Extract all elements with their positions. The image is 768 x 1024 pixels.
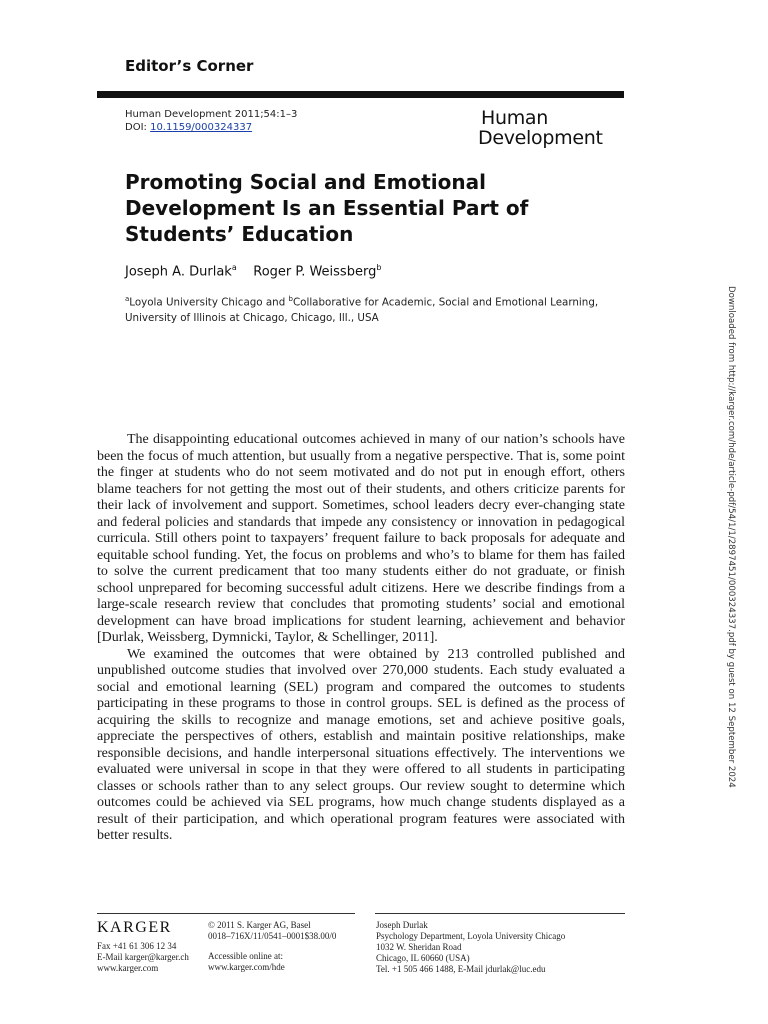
doi-label: DOI:	[125, 122, 151, 133]
publisher-email: E-Mail karger@karger.ch	[97, 952, 189, 962]
body-paragraph: We examined the outcomes that were obtained by 213 controlled published and unpublished outcome studies that involved over 270,000 students. Each study evaluated a social and emotional learning (SEL) program and compared the outcomes to students participating in these programs to those in control groups. SEL is defined as the process of acquiring the skills to recognize and manage emotions, set and achieve positive goals, appreciate the perspectives of others, establish and maintain positive relationships, make responsible decisions, and handle interpersonal situations effectively. The interventions we evaluated were universal in scope in that they were offered to all students in participating classes or schools rather than to any select groups. Our review sought to determine which outcomes could be achieved via SEL programs, how much change students displayed as a result of their participation, and which operational program features were associated with better results.	[97, 646, 625, 843]
access-link[interactable]: www.karger.com/hde	[208, 962, 285, 972]
correspondence-line: Chicago, IL 60660 (USA)	[376, 953, 470, 963]
affiliation-mark: a	[125, 295, 130, 303]
citation-line: Human Development 2011;54:1–3	[125, 109, 298, 120]
title-line: Development Is an Essential Part of	[125, 196, 529, 220]
correspondence-block	[376, 920, 565, 975]
correspondence-line: Psychology Department, Loyola University Chicago	[376, 931, 566, 941]
article-body	[97, 432, 625, 845]
publisher-website: www.karger.com	[97, 963, 159, 973]
author-name: Roger P. Weissberg	[253, 264, 377, 280]
doi-link[interactable]: 10.1159/000324337	[150, 122, 253, 133]
title-line: Students’ Education	[125, 222, 354, 246]
body-paragraph: The disappointing educational outcomes achieved in many of our nation’s schools have been the focus of much attention, but usually from a negative perspective. That is, some point the finger at students who do not seem motivated and do not put in enough effort, others blame teachers for not getting the most out of their students, and others criticize parents for their lack of involvement and support. Sometimes, school leaders decry ever-changing state and federal policies and standards that impede any consistency or innovation in pedagogical curricula. Still others point to taxpayers’ frequent failure to back proposals for adequate and equitable school funding. Yet, the focus on problems and who’s to blame for them has failed to solve the current predicament that too many students either do not graduate, or finish school unprepared for becoming successful adult citizens. Here we describe findings from a large-scale research review that concludes that promoting students’ social and emotional development can have broad implications for student learning, achievement and behavior [Durlak, Weissberg, Dymnicki, Taylor, & Schellinger, 2011].	[97, 432, 625, 645]
section-label: Editor’s Corner	[125, 57, 254, 75]
affiliation-text: Loyola University Chicago and	[129, 296, 289, 309]
copyright-block	[208, 920, 336, 973]
publisher-fax: Fax +41 61 306 12 34	[97, 941, 177, 951]
journal-logo-line1: Human	[481, 107, 549, 129]
title-line: Promoting Social and Emotional	[125, 170, 486, 194]
header-rule	[97, 91, 624, 98]
footer-rule	[375, 913, 625, 914]
correspondence-line: Joseph Durlak	[376, 920, 428, 930]
citation-block	[125, 108, 297, 134]
author-affiliation-mark: b	[376, 263, 382, 272]
publisher-contact	[97, 941, 189, 974]
author-list	[125, 263, 381, 279]
author-name: Joseph A. Durlak	[125, 264, 232, 280]
copyright-line: © 2011 S. Karger AG, Basel	[208, 920, 311, 930]
affiliation-text: Collaborative for Academic, Social and Emotional Learning, University of Illinois at Chicago, Chicago, Ill., USA	[125, 296, 599, 325]
affiliations	[125, 291, 605, 326]
doi-line	[125, 121, 297, 134]
author-affiliation-mark: a	[231, 263, 237, 272]
access-label: Accessible online at:	[208, 951, 283, 961]
journal-logo-line2: Development	[478, 127, 603, 149]
article-title	[125, 169, 595, 247]
publisher-logo: KARGER	[97, 919, 172, 936]
affiliation-mark: b	[288, 295, 293, 303]
journal-logo	[478, 108, 628, 148]
issn-line: 0018–716X/11/0541–0001$38.00/0	[208, 931, 337, 941]
correspondence-line: 1032 W. Sheridan Road	[376, 942, 462, 952]
footer-rule	[97, 913, 355, 914]
correspondence-line: Tel. +1 505 466 1488, E-Mail jdurlak@luc.edu	[376, 964, 546, 974]
download-watermark: Downloaded from http://karger.com/hde/article-pdf/54/1/1/2897451/000324337.pdf by guest on 12 September 2024	[726, 286, 736, 788]
